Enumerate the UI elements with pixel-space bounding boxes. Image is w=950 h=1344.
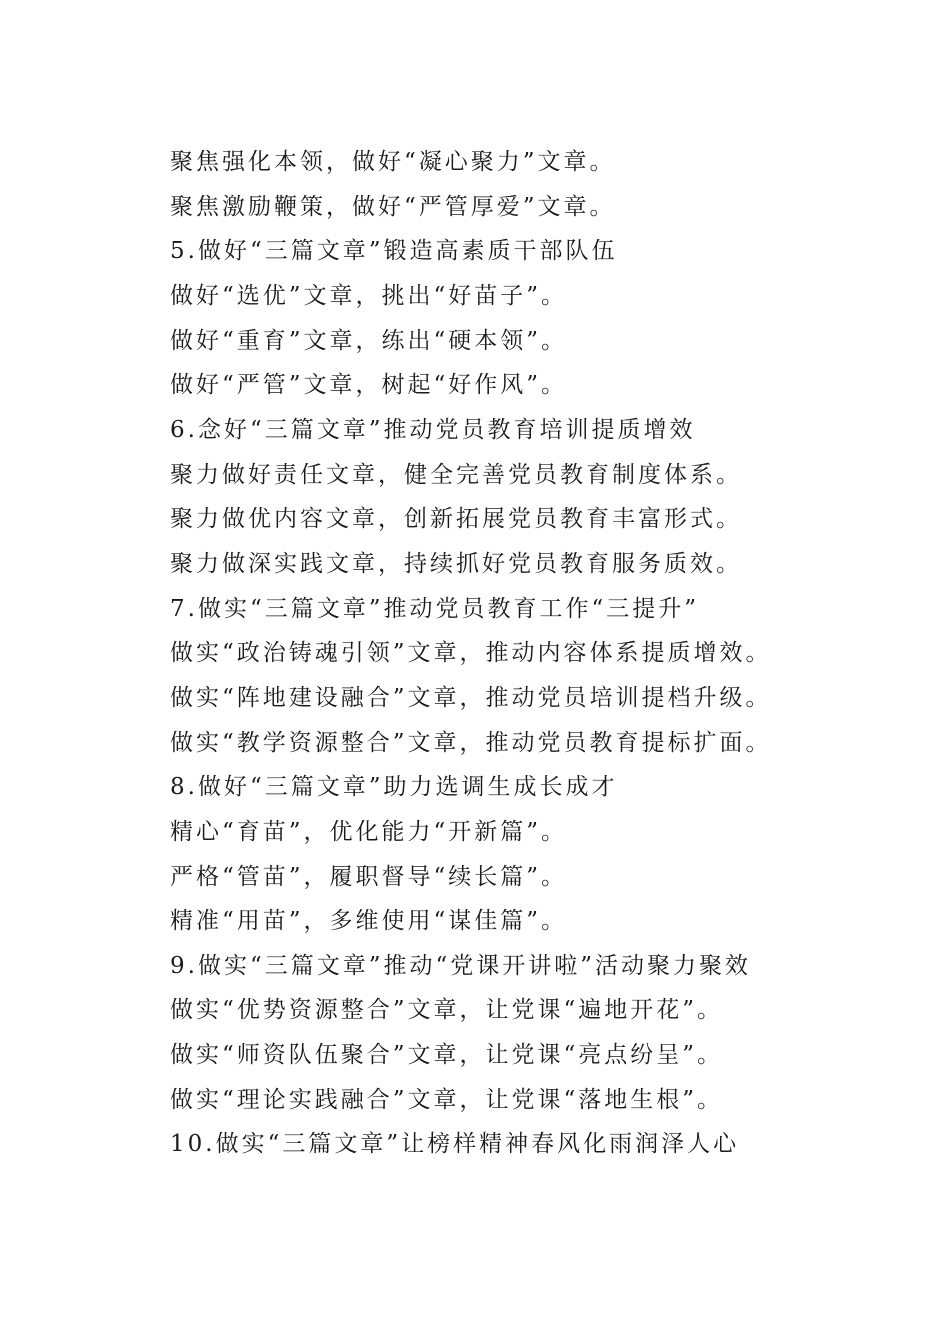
text-line: 做好“选优”文章，挑出“好苗子”。 bbox=[170, 282, 568, 309]
text-line: 聚焦强化本领，做好“凝心聚力”文章。 bbox=[170, 149, 616, 175]
text-line: 聚力做深实践文章，持续抓好党员教育服务质效。 bbox=[170, 550, 742, 577]
text-line: 聚力做优内容文章，创新拓展党员教育丰富形式。 bbox=[170, 506, 742, 533]
text-line: 聚焦激励鞭策，做好“严管厚爱”文章。 bbox=[170, 193, 616, 220]
document-body bbox=[170, 140, 930, 1167]
text-line: 做实“优势资源整合”文章，让党课“遍地开花”。 bbox=[170, 997, 724, 1024]
section-heading: 8.做好“三篇文章”助力选调生成长成才 bbox=[170, 774, 618, 801]
section-heading: 10.做实“三篇文章”让榜样精神春风化雨润泽人心 bbox=[170, 1131, 740, 1158]
text-line: 做实“教学资源整合”文章，推动党员教育提标扩面。 bbox=[170, 729, 772, 756]
section-heading: 7.做实“三篇文章”推动党员教育工作“三提升” bbox=[170, 595, 699, 622]
text-line: 聚力做好责任文章，健全完善党员教育制度体系。 bbox=[170, 461, 742, 488]
text-line: 做实“政治铸魂引领”文章，推动内容体系提质增效。 bbox=[170, 640, 772, 667]
text-line: 严格“管苗”，履职督导“续长篇”。 bbox=[170, 863, 568, 890]
text-line: 做好“重育”文章，练出“硬本领”。 bbox=[170, 327, 568, 354]
text-line: 精准“用苗”，多维使用“谋佳篇”。 bbox=[170, 908, 568, 935]
section-heading: 9.做实“三篇文章”推动“党课开讲啦”活动聚力聚效 bbox=[170, 952, 751, 979]
text-line: 做实“师资队伍聚合”文章，让党课“亮点纷呈”。 bbox=[170, 1042, 724, 1069]
text-line: 做实“理论实践融合”文章，让党课“落地生根”。 bbox=[170, 1086, 724, 1113]
section-heading: 5.做好“三篇文章”锻造高素质干部队伍 bbox=[170, 238, 618, 265]
section-heading: 6.念好“三篇文章”推动党员教育培训提质增效 bbox=[170, 416, 696, 443]
text-line: 做好“严管”文章，树起“好作风”。 bbox=[170, 372, 568, 399]
text-line: 精心“育苗”，优化能力“开新篇”。 bbox=[170, 818, 568, 845]
text-line: 做实“阵地建设融合”文章，推动党员培训提档升级。 bbox=[170, 684, 772, 711]
